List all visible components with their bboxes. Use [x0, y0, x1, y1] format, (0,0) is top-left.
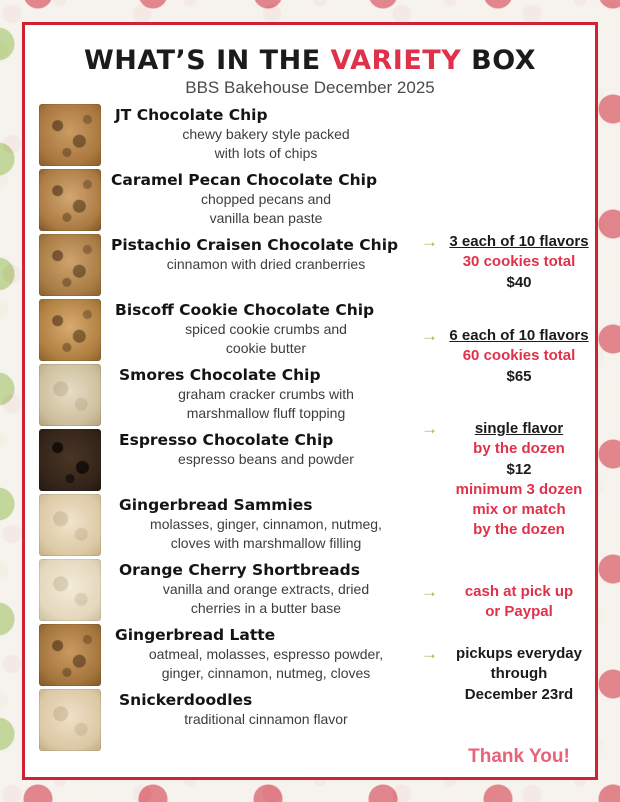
thank-you-text: Thank You!	[468, 746, 570, 767]
flavor-name: Biscoff Cookie Chocolate Chip	[115, 301, 375, 319]
note-line: December 23rd	[464, 685, 574, 703]
list-item	[39, 234, 429, 296]
note-line: 60 cookies total	[462, 347, 576, 365]
cookie-photo	[39, 104, 101, 166]
menu-body	[39, 104, 589, 784]
cookie-photo	[39, 429, 101, 491]
note-line: $12	[506, 460, 532, 478]
note-variety-large	[421, 326, 603, 387]
flavor-name: Pistachio Craisen Chocolate Chip	[111, 236, 399, 254]
flavor-desc-line: with lots of chips	[214, 144, 318, 161]
flavor-desc-line: spiced cookie crumbs and	[185, 321, 347, 338]
note-line: $40	[506, 273, 532, 291]
cookie-photo	[39, 624, 101, 686]
arrow-icon: →	[421, 232, 438, 251]
flavor-desc-line: molasses, ginger, cinnamon, nutmeg,	[150, 516, 382, 533]
flavor-name: Snickerdoodles	[119, 691, 253, 709]
flavor-desc-line: marshmallow fluff topping	[186, 404, 346, 421]
flavor-list	[39, 104, 429, 784]
cookie-photo	[39, 299, 101, 361]
flavor-desc-line: cherries in a butter base	[190, 599, 342, 616]
list-item	[39, 169, 429, 231]
flavor-desc-line: vanilla and orange extracts, dried	[162, 581, 370, 598]
flavor-name: Caramel Pecan Chocolate Chip	[111, 171, 378, 189]
arrow-icon: →	[421, 419, 438, 438]
page-title	[39, 45, 581, 76]
cookie-photo	[39, 494, 101, 556]
note-line: through	[490, 665, 548, 683]
note-single-flavor	[421, 419, 603, 541]
note-thanks	[435, 744, 603, 770]
note-line: by the dozen	[473, 440, 565, 458]
flavor-desc-line: traditional cinnamon flavor	[184, 711, 348, 728]
note-line: or Paypal	[485, 603, 553, 621]
cookie-photo	[39, 559, 101, 621]
arrow-icon: →	[421, 582, 438, 601]
list-item	[39, 494, 429, 556]
menu-card	[22, 22, 598, 780]
flavor-name: Gingerbread Latte	[115, 626, 276, 644]
cookie-photo	[39, 364, 101, 426]
flavor-desc-line: graham cracker crumbs with	[178, 386, 354, 403]
flavor-name: Gingerbread Sammies	[119, 496, 313, 514]
flavor-desc-line: espresso beans and powder	[178, 451, 354, 468]
note-payment	[421, 582, 603, 623]
note-variety-small	[421, 232, 603, 293]
flavor-desc-line: cinnamon with dried cranberries	[166, 256, 366, 273]
flavor-desc-line: ginger, cinnamon, nutmeg, cloves	[161, 664, 371, 681]
flavor-name: Orange Cherry Shortbreads	[119, 561, 360, 579]
arrow-icon: →	[421, 644, 438, 663]
note-pickup	[421, 644, 603, 705]
note-line: single flavor	[474, 420, 564, 437]
list-item	[39, 429, 429, 491]
cookie-photo	[39, 689, 101, 751]
note-line: pickups everyday	[456, 645, 582, 662]
flavor-name: Smores Chocolate Chip	[119, 366, 321, 384]
info-column	[421, 104, 589, 784]
list-item	[39, 624, 429, 686]
flavor-desc-line: chopped pecans and	[201, 191, 331, 208]
note-line: 6 each of 10 flavors	[449, 327, 589, 344]
note-line: minimum 3 dozen	[455, 480, 583, 498]
cookie-photo	[39, 234, 101, 296]
flavor-name: Espresso Chocolate Chip	[119, 431, 334, 449]
note-line: 3 each of 10 flavors	[449, 233, 589, 250]
flavor-desc-line: cookie butter	[225, 339, 307, 356]
flavor-desc-line: oatmeal, molasses, espresso powder,	[148, 646, 384, 663]
note-line: mix or match	[472, 501, 566, 518]
flavor-name: JT Chocolate Chip	[115, 106, 268, 124]
cookie-photo	[39, 169, 101, 231]
title-accent-word: VARIETY	[330, 45, 462, 76]
list-item	[39, 299, 429, 361]
flavor-desc-line: cloves with marshmallow filling	[170, 534, 362, 551]
list-item	[39, 104, 429, 166]
note-line: cash at pick up	[464, 583, 574, 600]
list-item	[39, 689, 429, 751]
flavor-desc-line: chewy bakery style packed	[182, 126, 350, 143]
list-item	[39, 559, 429, 621]
arrow-icon: →	[421, 326, 438, 345]
note-line: by the dozen	[473, 521, 565, 539]
list-item	[39, 364, 429, 426]
note-line: $65	[506, 367, 532, 385]
flavor-desc-line: vanilla bean paste	[209, 209, 323, 226]
note-line: 30 cookies total	[462, 253, 576, 271]
title-part-1: WHAT’S IN THE	[83, 45, 331, 76]
title-part-2: BOX	[461, 45, 537, 76]
page-subtitle: BBS Bakehouse December 2025	[185, 78, 435, 97]
